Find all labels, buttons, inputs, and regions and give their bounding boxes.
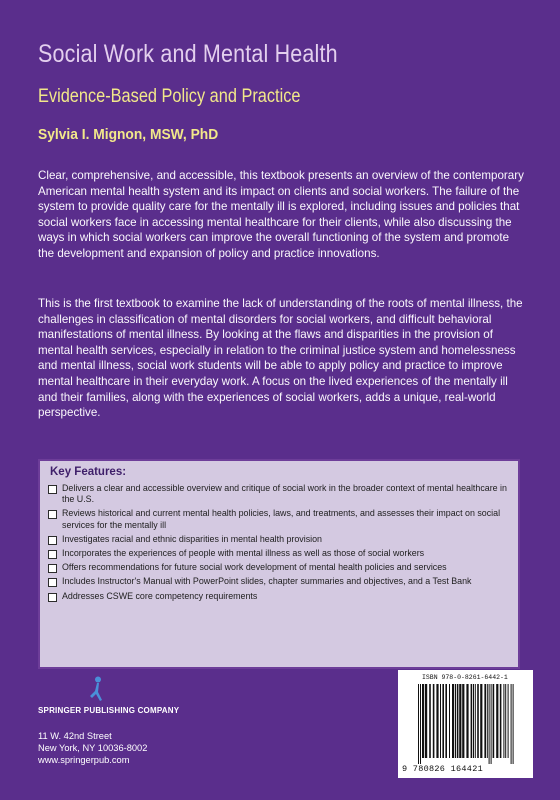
barcode-bar [475,684,476,758]
key-features-box [38,459,520,669]
springer-logo-icon [86,676,106,706]
barcode-bar [480,684,482,758]
barcode-bar [420,684,421,764]
barcode-bar [513,684,514,764]
barcode-bar [433,684,435,758]
barcode-bar [496,684,498,758]
barcode-bar [452,684,454,758]
square-bullet-icon [48,593,57,602]
barcode-bar [477,684,479,758]
barcode-bar [466,684,468,758]
square-bullet-icon [48,578,57,587]
barcode-bar [500,684,502,758]
address-street: 11 W. 42nd Street [38,731,112,741]
description-paragraph-1: Clear, comprehensive, and accessible, this textbook presents an overview of the contemporary American mental health system and its impact on clients and social workers. The failure of the system to provide quality care for the mentally ill is explored, including issues and policies that social workers face in accessing mental healthcare for their clients, while also discussing the ways in which social workers can improve the overall functioning of the system and promote the development and expansion of policy and practice innovations. [38,169,524,260]
barcode-box [398,670,533,778]
barcode-bar [422,684,424,758]
feature-item [48,591,510,602]
feature-text: Delivers a clear and accessible overview and critique of social work in the broader context of mental healthcare in the U.S. [62,483,507,505]
barcode-bar [473,684,474,758]
feature-item [48,562,510,573]
barcode-bar [491,684,492,764]
barcode-bar [493,684,495,758]
barcode-bar [487,684,488,758]
barcode-bar [484,684,486,758]
address-city: New York, NY 10036-8002 [38,743,148,753]
square-bullet-icon [48,550,57,559]
feature-item [48,534,510,545]
barcode-bar [418,684,419,764]
square-bullet-icon [48,564,57,573]
barcode-bar [429,684,431,758]
barcode-bar [436,684,438,758]
feature-item [48,508,510,530]
description-paragraph-2: This is the first textbook to examine the lack of understanding of the roots of mental illness, the challenges in classification of mental disorders for social workers, and difficult behavioral manifestations of mental illness. By looking at the flaws and disparities in the provision of mental health services, especially in relation to the criminal justice system and homelessness and mental illness, social work students will be able to apply policy and practice to improve mental healthcare in their everyday work. A focus on the lived experiences of the mentally ill and their families, along with the experiences of social workers, adds a unique, real-world perspective. [38,297,523,420]
barcode-digits: 9 780826 164421 [402,764,484,774]
author-name: Sylvia I. Mignon, MSW, PhD [38,126,219,143]
feature-text: Investigates racial and ethnic disparities in mental health provision [62,533,322,544]
publisher-name: SPRINGER PUBLISHING COMPANY [38,706,180,715]
feature-text: Offers recommendations for future social work development of mental health policies and services [62,562,447,573]
barcode-bar [457,684,459,758]
square-bullet-icon [48,510,57,519]
barcode-bar [440,684,441,758]
book-subtitle: Evidence-Based Policy and Practice [38,86,301,107]
barcode-bar [442,684,444,758]
barcode-bar [462,684,464,758]
feature-text: Addresses CSWE core competency requirements [62,590,258,601]
publisher-address [38,730,147,766]
barcode-bar [425,684,427,758]
key-features-heading: Key Features: [50,466,127,478]
barcode-bar [449,684,450,758]
feature-item [48,483,510,505]
barcode-bar [511,684,512,764]
publisher-website: www.springerpub.com [38,755,130,765]
barcode-image [416,684,516,764]
square-bullet-icon [48,536,57,545]
square-bullet-icon [48,485,57,494]
barcode-bar [455,684,456,758]
feature-text: Reviews historical and current mental health policies, laws, and treatments, and assesses their impact on social services for the mentally ill [62,508,501,530]
barcode-bar [505,684,506,758]
barcode-bar [489,684,490,764]
barcode-bar [459,684,461,758]
book-title: Social Work and Mental Health [38,40,338,68]
feature-item [48,548,510,559]
isbn-number: ISBN 978-0-8261-6442-1 [422,674,508,681]
barcode-bar [445,684,447,758]
feature-text: Includes Instructor's Manual with PowerPoint slides, chapter summaries and objectives, and a Test Bank [62,576,472,587]
key-features-list [48,483,510,605]
feature-item [48,576,510,587]
barcode-bar [508,684,509,758]
barcode-bar [471,684,473,758]
feature-text: Incorporates the experiences of people with mental illness as well as those of social workers [62,548,425,559]
barcode-bar [503,684,504,758]
